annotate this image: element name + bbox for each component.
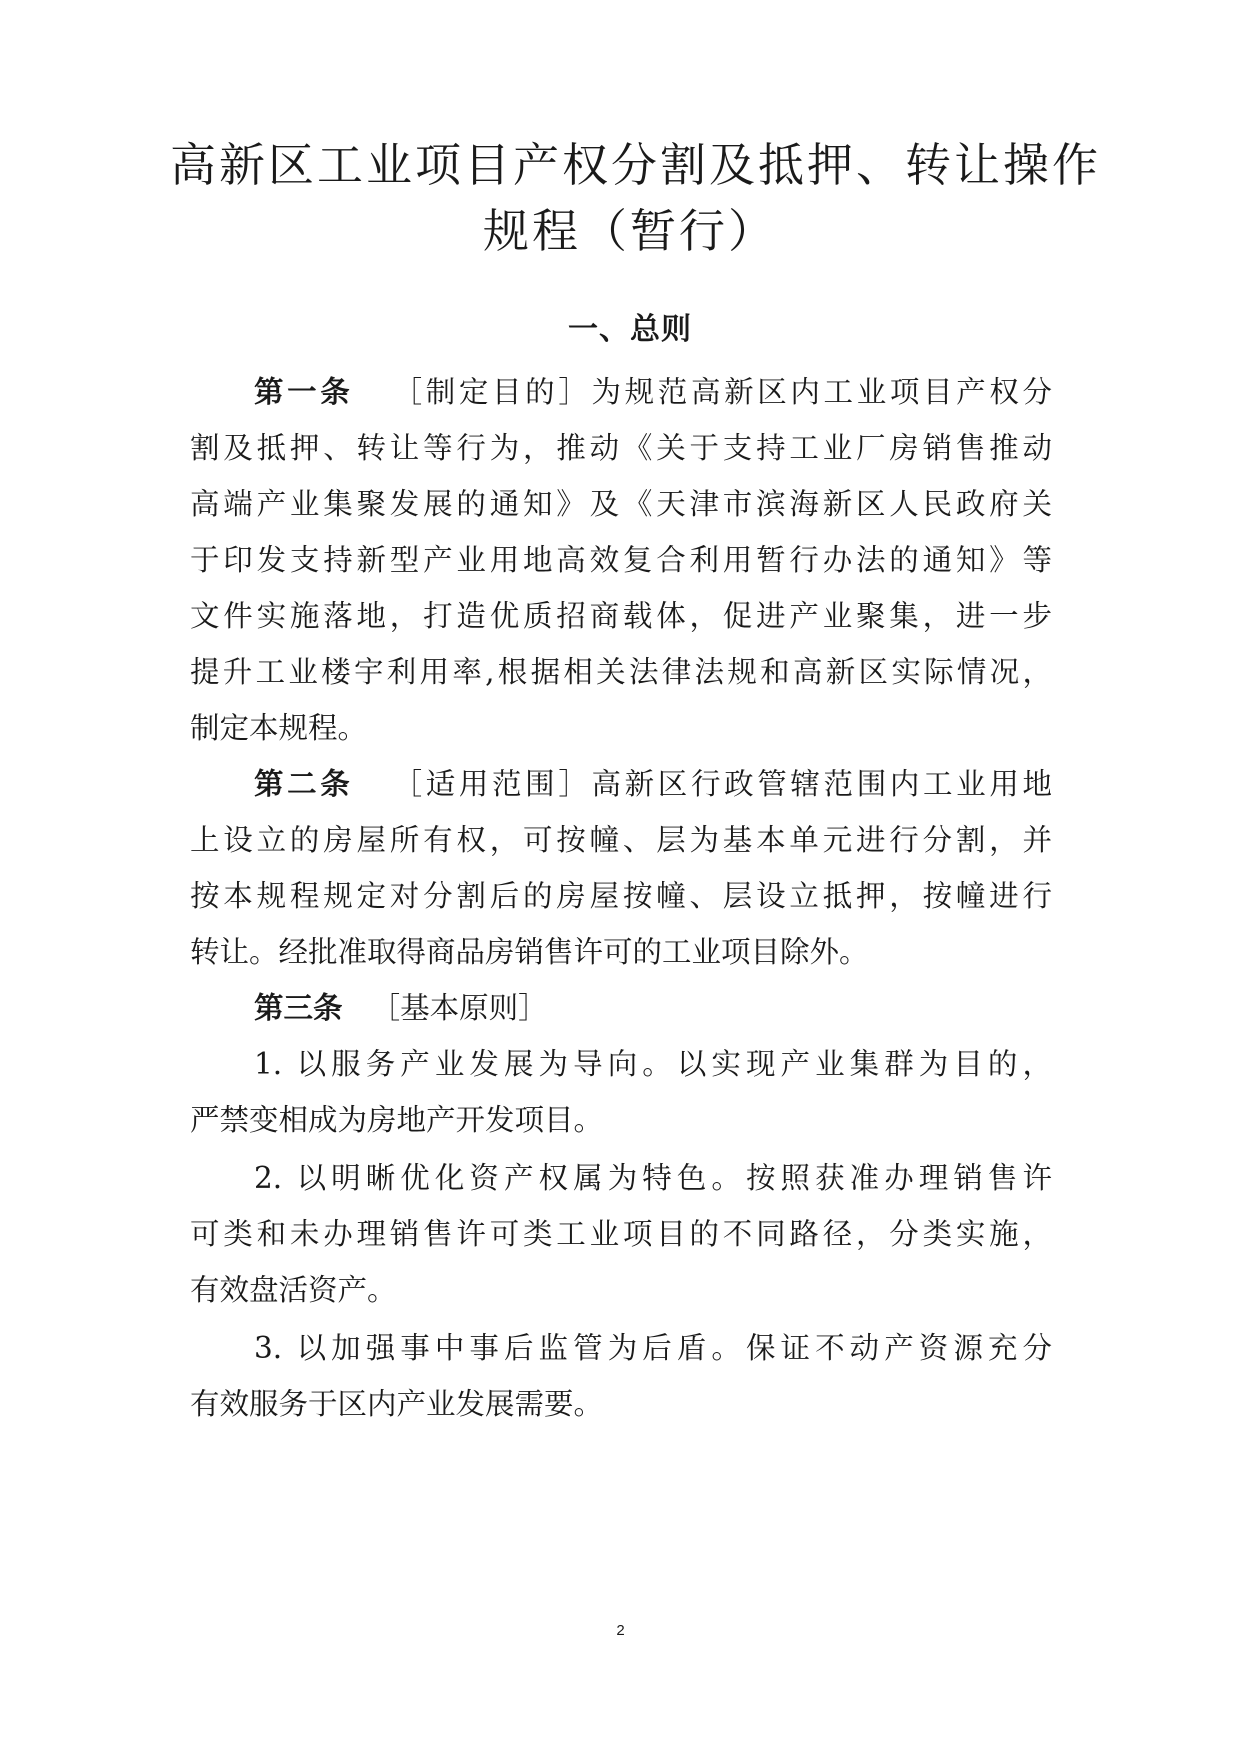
section-heading: 一、总则: [568, 312, 692, 347]
article-1-line-7: 制定本规程。: [190, 711, 368, 745]
article-3-label: 第三条: [254, 991, 343, 1025]
article-1-line-3: 高端产业集聚发展的通知》及《天津市滨海新区人民政府关: [190, 487, 1052, 521]
page-number: 2: [616, 1622, 625, 1639]
article-3-line-1: [254, 988, 1052, 1028]
article-2-text: ［适用范围］高新区行政管辖范围内工业用地: [392, 767, 1052, 801]
article-2-line-1: [254, 764, 1052, 804]
article-2-line-4: 转让。经批准取得商品房销售许可的工业项目除外。: [190, 935, 869, 969]
principle-1-line-2: 严禁变相成为房地产开发项目。: [190, 1103, 604, 1137]
principle-3-line-2: 有效服务于区内产业发展需要。: [190, 1387, 604, 1421]
article-3-text: ［基本原则］: [370, 991, 548, 1025]
article-1-line-6: 提升工业楼宇利用率,根据相关法律法规和高新区实际情况，: [190, 655, 1052, 689]
article-1-line-1: [254, 372, 1052, 412]
principle-1-line-1: 1. 以服务产业发展为导向。以实现产业集群为目的，: [254, 1047, 1052, 1081]
article-1-label: 第一条: [254, 375, 354, 409]
principle-2-line-1: 2. 以明晰优化资产权属为特色。按照获准办理销售许: [254, 1161, 1052, 1195]
title-line-1: 高新区工业项目产权分割及抵押、转让操作: [170, 138, 1101, 192]
principle-2-line-2: 可类和未办理销售许可类工业项目的不同路径，分类实施，: [190, 1217, 1052, 1251]
article-1-line-5: 文件实施落地，打造优质招商载体，促进产业聚集，进一步: [190, 599, 1052, 633]
document-title: [170, 132, 1101, 264]
article-2-line-3: 按本规程规定对分割后的房屋按幢、层设立抵押，按幢进行: [190, 879, 1052, 913]
article-1-line-4: 于印发支持新型产业用地高效复合利用暂行办法的通知》等: [190, 543, 1052, 577]
article-2-line-2: 上设立的房屋所有权，可按幢、层为基本单元进行分割，并: [190, 823, 1052, 857]
article-2-label: 第二条: [254, 767, 354, 801]
principle-3-line-1: 3. 以加强事中事后监管为后盾。保证不动产资源充分: [254, 1331, 1052, 1365]
title-line-2: 规程（暂行）: [483, 204, 777, 258]
article-1-line-2: 割及抵押、转让等行为，推动《关于支持工业厂房销售推动: [190, 431, 1052, 465]
principle-2-line-3: 有效盘活资产。: [190, 1273, 397, 1307]
article-1-text: ［制定目的］为规范高新区内工业项目产权分: [392, 375, 1052, 409]
